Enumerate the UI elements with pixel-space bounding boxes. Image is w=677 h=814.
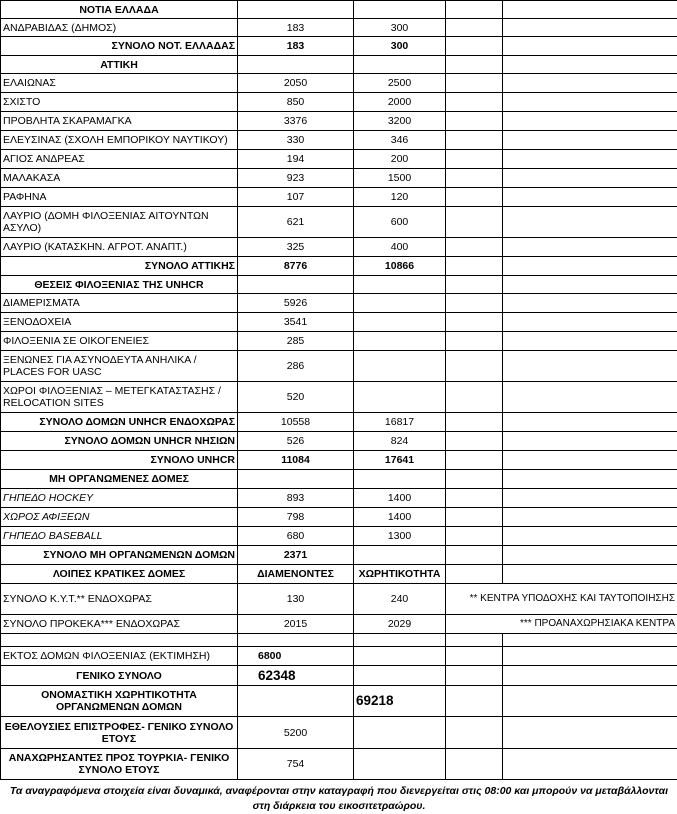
nominal-capacity-value: 69218 <box>354 686 446 717</box>
summary-row <box>1 647 677 666</box>
residents-value: 107 <box>238 188 354 207</box>
section-heading: ΑΤΤΙΚΗ <box>1 56 238 74</box>
accommodation-type: ΞΕΝΩΝΕΣ ΓΙΑ ΑΣΥΝΟΔΕΥΤΑ ΑΝΗΛΙΚΑ / PLACES FOR UASC <box>1 351 238 382</box>
total-residents: 2371 <box>238 546 354 565</box>
total-row <box>1 37 677 56</box>
summary-label: ΑΝΑΧΩΡΗΣΑΝΤΕΣ ΠΡΟΣ ΤΟΥΡΚΙΑ- ΓΕΝΙΚΟ ΣΥΝΟΛΟ ΕΤΟΥΣ <box>1 749 238 780</box>
capacity-value: 2029 <box>354 615 446 634</box>
summary-row <box>1 717 677 749</box>
section-heading: ΝΟΤΙΑ ΕΛΛΑΔΑ <box>1 1 238 19</box>
residents-value: 183 <box>238 19 354 37</box>
capacity-value: 2500 <box>354 74 446 93</box>
grand-total-value: 62348 <box>238 666 354 686</box>
subtotal-residents: 10558 <box>238 413 354 432</box>
table-row <box>1 615 677 634</box>
residents-value: 621 <box>238 207 354 238</box>
table-row <box>1 93 677 112</box>
location-name: ΕΛΕΥΣΙΝΑΣ (ΣΧΟΛΗ ΕΜΠΟΡΙΚΟΥ ΝΑΥΤΙΚΟΥ) <box>1 131 238 150</box>
capacity-value: 400 <box>354 238 446 257</box>
location-name: ΣΧΙΣΤΟ <box>1 93 238 112</box>
capacity-value: 2000 <box>354 93 446 112</box>
residents-value: 130 <box>238 584 354 615</box>
summary-row <box>1 686 677 717</box>
summary-value: 6800 <box>238 647 354 666</box>
table-row <box>1 313 677 332</box>
table-row <box>1 169 677 188</box>
summary-label: ΓΕΝΙΚΟ ΣΥΝΟΛΟ <box>1 666 238 686</box>
table-row <box>1 351 677 382</box>
location-name: ΑΝΔΡΑΒΙΔΑΣ (ΔΗΜΟΣ) <box>1 19 238 37</box>
total-capacity <box>354 546 446 565</box>
residents-value: 850 <box>238 93 354 112</box>
capacity-value: 1400 <box>354 508 446 527</box>
total-label: ΣΥΝΟΛΟ ΜΗ ΟΡΓΑΝΩΜΕΝΩΝ ΔΟΜΩΝ <box>1 546 238 565</box>
capacity-column-header: ΧΩΡΗΤΙΚΟΤΗΤΑ <box>354 565 446 584</box>
table-row <box>1 382 677 413</box>
capacity-value <box>354 332 446 351</box>
residents-value: 680 <box>238 527 354 546</box>
residents-value: 285 <box>238 332 354 351</box>
residents-value: 798 <box>238 508 354 527</box>
residents-value: 520 <box>238 382 354 413</box>
capacity-value: 346 <box>354 131 446 150</box>
residents-value: 2015 <box>238 615 354 634</box>
residents-value: 3541 <box>238 313 354 332</box>
capacity-value: 200 <box>354 150 446 169</box>
capacity-value <box>354 351 446 382</box>
footnote-prokeka: *** ΠΡΟΑΝΑΧΩΡΗΣΙΑΚΑ ΚΕΝΤΡΑ <box>446 615 677 634</box>
total-residents: 8776 <box>238 257 354 276</box>
subtotal-label: ΣΥΝΟΛΟ ΔΟΜΩΝ UNHCR ΝΗΣΙΩΝ <box>1 432 238 451</box>
location-name: ΑΓΙΟΣ ΑΝΔΡΕΑΣ <box>1 150 238 169</box>
total-row <box>1 546 677 565</box>
accommodation-type: ΦΙΛΟΞΕΝΙΑ ΣΕ ΟΙΚΟΓΕΝΕΙΕΣ <box>1 332 238 351</box>
residents-value: 194 <box>238 150 354 169</box>
section-heading: ΜΗ ΟΡΓΑΝΩΜΕΝΕΣ ΔΟΜΕΣ <box>1 470 238 489</box>
total-label: ΣΥΝΟΛΟ UNHCR <box>1 451 238 470</box>
subtotal-row <box>1 413 677 432</box>
summary-value: 5200 <box>238 717 354 749</box>
accommodation-type: ΧΩΡΟΙ ΦΙΛΟΞΕΝΙΑΣ – ΜΕΤΕΓΚΑΤΑΣΤΑΣΗΣ / RELOCATION SITES <box>1 382 238 413</box>
location-name: ΓΗΠΕΔΟ HOCKEY <box>1 489 238 508</box>
residents-value: 5926 <box>238 294 354 313</box>
location-name: ΡΑΦΗΝΑ <box>1 188 238 207</box>
footnote-text: Τα αναγραφόμενα στοιχεία είναι δυναμικά, αναφέρονται στην καταγραφή που διενεργείται στις 08:00 και μπορούν να μεταβάλλονται στη διάρκεια του εικοσιτετραώρου. <box>1 780 677 814</box>
table-row <box>1 188 677 207</box>
table-row <box>1 19 677 37</box>
capacity-value <box>354 313 446 332</box>
location-name: ΕΛΑΙΩΝΑΣ <box>1 74 238 93</box>
residents-value: 325 <box>238 238 354 257</box>
section-heading: ΛΟΙΠΕΣ ΚΡΑΤΙΚΕΣ ΔΟΜΕΣ <box>1 565 238 584</box>
footnote-row <box>1 780 677 814</box>
summary-label: ΟΝΟΜΑΣΤΙΚΗ ΧΩΡΗΤΙΚΟΤΗΤΑ ΟΡΓΑΝΩΜΕΝΩΝ ΔΟΜΩΝ <box>1 686 238 717</box>
section-header-row <box>1 1 677 19</box>
location-name: ΛΑΥΡΙΟ (ΔΟΜΗ ΦΙΛΟΞΕΝΙΑΣ ΑΙΤΟΥΝΤΩΝ ΑΣΥΛΟ) <box>1 207 238 238</box>
table-row <box>1 112 677 131</box>
capacity-value: 240 <box>354 584 446 615</box>
section-header-row <box>1 276 677 294</box>
subtotal-row <box>1 432 677 451</box>
summary-label: ΕΘΕΛΟΥΣΙΕΣ ΕΠΙΣΤΡΟΦΕΣ- ΓΕΝΙΚΟ ΣΥΝΟΛΟ ΕΤΟΥΣ <box>1 717 238 749</box>
subtotal-capacity: 824 <box>354 432 446 451</box>
spacer-row <box>1 634 677 647</box>
residents-value: 2050 <box>238 74 354 93</box>
total-label: ΣΥΝΟΛΟ ΝΟΤ. ΕΛΛΑΔΑΣ <box>1 37 238 56</box>
location-name: ΜΑΛΑΚΑΣΑ <box>1 169 238 188</box>
facility-name: ΣΥΝΟΛΟ Κ.Υ.Τ.** ΕΝΔΟΧΩΡΑΣ <box>1 584 238 615</box>
location-name: ΠΡΟΒΛΗΤΑ ΣΚΑΡΑΜΑΓΚΑ <box>1 112 238 131</box>
residents-value: 330 <box>238 131 354 150</box>
capacity-value <box>354 382 446 413</box>
residents-column-header: ΔΙΑΜΕΝΟΝΤΕΣ <box>238 565 354 584</box>
subtotal-label: ΣΥΝΟΛΟ ΔΟΜΩΝ UNHCR ΕΝΔΟΧΩΡΑΣ <box>1 413 238 432</box>
accommodation-type: ΞΕΝΟΔΟΧΕΙΑ <box>1 313 238 332</box>
location-name: ΓΗΠΕΔΟ BASEBALL <box>1 527 238 546</box>
total-row <box>1 257 677 276</box>
table-row <box>1 131 677 150</box>
facility-name: ΣΥΝΟΛΟ ΠΡΟΚΕΚΑ*** ΕΝΔΟΧΩΡΑΣ <box>1 615 238 634</box>
table-row <box>1 238 677 257</box>
total-residents: 11084 <box>238 451 354 470</box>
table-row <box>1 150 677 169</box>
location-name: ΛΑΥΡΙΟ (ΚΑΤΑΣΚΗΝ. ΑΓΡΟΤ. ΑΝΑΠΤ.) <box>1 238 238 257</box>
total-capacity: 300 <box>354 37 446 56</box>
table-row <box>1 489 677 508</box>
section-header-row <box>1 565 677 584</box>
residents-value: 3376 <box>238 112 354 131</box>
summary-row <box>1 666 677 686</box>
location-name: ΧΩΡΟΣ ΑΦΙΞΕΩΝ <box>1 508 238 527</box>
table-row <box>1 207 677 238</box>
total-row <box>1 451 677 470</box>
capacity-value: 1400 <box>354 489 446 508</box>
summary-row <box>1 749 677 780</box>
total-capacity: 17641 <box>354 451 446 470</box>
residents-value: 893 <box>238 489 354 508</box>
summary-value: 754 <box>238 749 354 780</box>
section-header-row <box>1 470 677 489</box>
subtotal-residents: 526 <box>238 432 354 451</box>
residents-value: 923 <box>238 169 354 188</box>
residents-value: 286 <box>238 351 354 382</box>
capacity-value: 300 <box>354 19 446 37</box>
table-row <box>1 294 677 313</box>
summary-label: ΕΚΤΟΣ ΔΟΜΩΝ ΦΙΛΟΞΕΝΙΑΣ (ΕΚΤΙΜΗΣΗ) <box>1 647 238 666</box>
capacity-value: 3200 <box>354 112 446 131</box>
table-row <box>1 527 677 546</box>
accommodation-type: ΔΙΑΜΕΡΙΣΜΑΤΑ <box>1 294 238 313</box>
table-row <box>1 508 677 527</box>
section-header-row <box>1 56 677 74</box>
subtotal-capacity: 16817 <box>354 413 446 432</box>
total-label: ΣΥΝΟΛΟ ΑΤΤΙΚΗΣ <box>1 257 238 276</box>
table-row <box>1 584 677 615</box>
total-residents: 183 <box>238 37 354 56</box>
total-capacity: 10866 <box>354 257 446 276</box>
capacity-value: 1300 <box>354 527 446 546</box>
capacity-value <box>354 294 446 313</box>
capacity-value: 120 <box>354 188 446 207</box>
section-heading: ΘΕΣΕΙΣ ΦΙΛΟΞΕΝΙΑΣ ΤΗΣ UNHCR <box>1 276 238 294</box>
footnote-kyt: ** ΚΕΝΤΡΑ ΥΠΟΔΟΧΗΣ ΚΑΙ ΤΑΥΤΟΠΟΙΗΣΗΣ <box>446 584 677 615</box>
table-row <box>1 332 677 351</box>
table-row <box>1 74 677 93</box>
capacity-value: 1500 <box>354 169 446 188</box>
capacity-value: 600 <box>354 207 446 238</box>
